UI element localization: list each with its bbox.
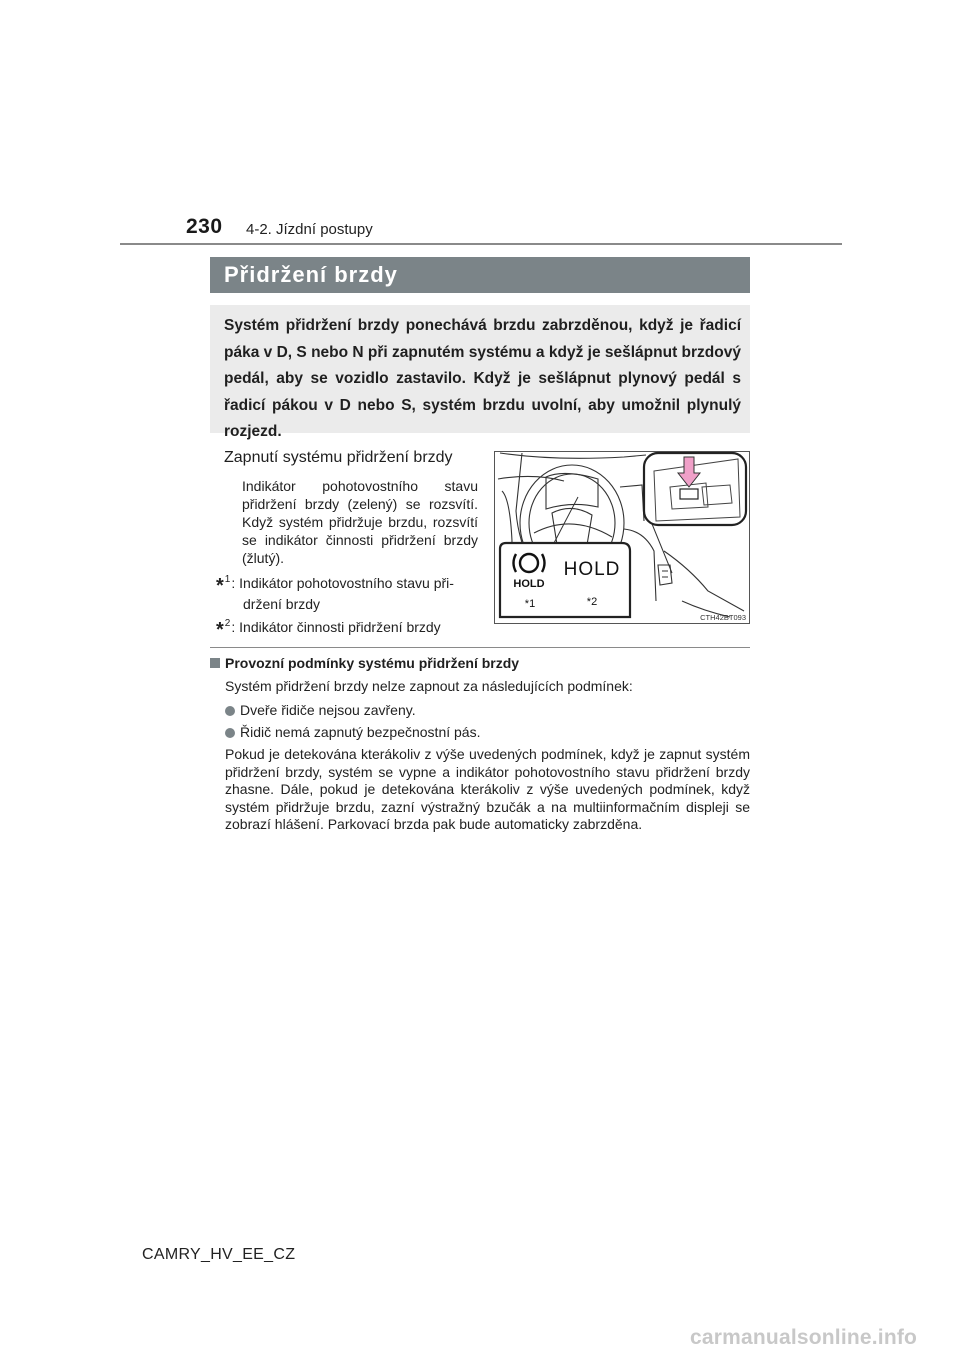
page-title: Přidržení brzdy: [224, 262, 398, 287]
illustration-code: CTH42BT093: [700, 613, 746, 622]
list-item-text: Dveře řidiče nejsou zavřeny.: [240, 702, 416, 718]
conditions-heading: [210, 655, 519, 671]
square-bullet-icon: [210, 658, 220, 668]
footnote-text: : Indikátor činnosti přidržení brzdy: [231, 619, 441, 635]
list-item-text: Řidič nemá zapnutý bezpečnostní pás.: [240, 724, 481, 740]
footer-code: CAMRY_HV_EE_CZ: [142, 1246, 296, 1263]
summary-box: [210, 305, 750, 440]
list-item: [225, 724, 480, 740]
brake-hold-illustration: [494, 451, 750, 624]
footnote-number: 2: [224, 618, 231, 629]
circle-bullet-icon: [225, 728, 235, 738]
footnote-2: [216, 615, 478, 639]
watermark: carmanualsonline.info: [690, 1326, 918, 1349]
conditions-heading-text: Provozní podmínky systému přidržení brzdy: [225, 655, 520, 671]
indicator-1-label: HOLD: [513, 578, 545, 590]
switch-callout: [644, 453, 746, 525]
summary-text: Systém přidržení brzdy ponechává brzdu zabrzděnou, když je řadicí páka v D, S nebo N při zapnutém systému a když je sešlápnut brzdový pedál, aby se vozidlo zastavilo. Když je sešlápnut plynový pedál s řadicí pákou v D nebo S, systém brzdu uvolní, aby umožnil plynulý rozjezd.: [224, 317, 741, 440]
indicator-description: Indikátor pohotovostního stavu přidržení brzdy (zelený) se rozsvítí. Když systém přidržuje brzdu, rozsvítí se indikátor činnosti přidržení brzdy (žlutý).: [242, 478, 478, 566]
footnote-number: 1: [224, 574, 231, 585]
circle-bullet-icon: [225, 706, 235, 716]
footnote-text-cont: držení brzdy: [243, 596, 321, 612]
footnote-star: *: [216, 575, 224, 597]
section-label: 4-2. Jízdní postupy: [246, 221, 373, 238]
header-divider: [120, 243, 842, 245]
conditions-intro: Systém přidržení brzdy nelze zapnout za následujících podmínek:: [225, 678, 633, 694]
enable-heading: Zapnutí systému přidržení brzdy: [224, 449, 453, 466]
indicator-callout: [500, 543, 630, 617]
marker-1: *1: [524, 598, 536, 610]
page-number: 230: [186, 215, 223, 238]
section-title-bar: [210, 257, 750, 293]
footnote-star: *: [216, 619, 224, 641]
section-divider: [210, 647, 750, 648]
indicator-2-label: HOLD: [563, 559, 621, 580]
list-item: [225, 702, 416, 718]
conditions-paragraph: Pokud je detekována kterákoliv z výše uvedených podmínek, když je zapnut systém přidržení brzdy, systém se vypne a indikátor pohotovostního stavu přidržení brzdy zhasne. Dále, pokud je detekována kterákoliv z výše uvedených podmínek, když systém přidržuje brzdu, zazní výstražný bzučák a na multiinformačním displeji se zobrazí hlášení. Parkovací brzda pak bude automaticky zabrzděna.: [225, 746, 750, 833]
footnote-text: : Indikátor pohotovostního stavu při-: [231, 575, 454, 591]
marker-2: *2: [586, 596, 598, 608]
footnote-1: [216, 571, 478, 613]
